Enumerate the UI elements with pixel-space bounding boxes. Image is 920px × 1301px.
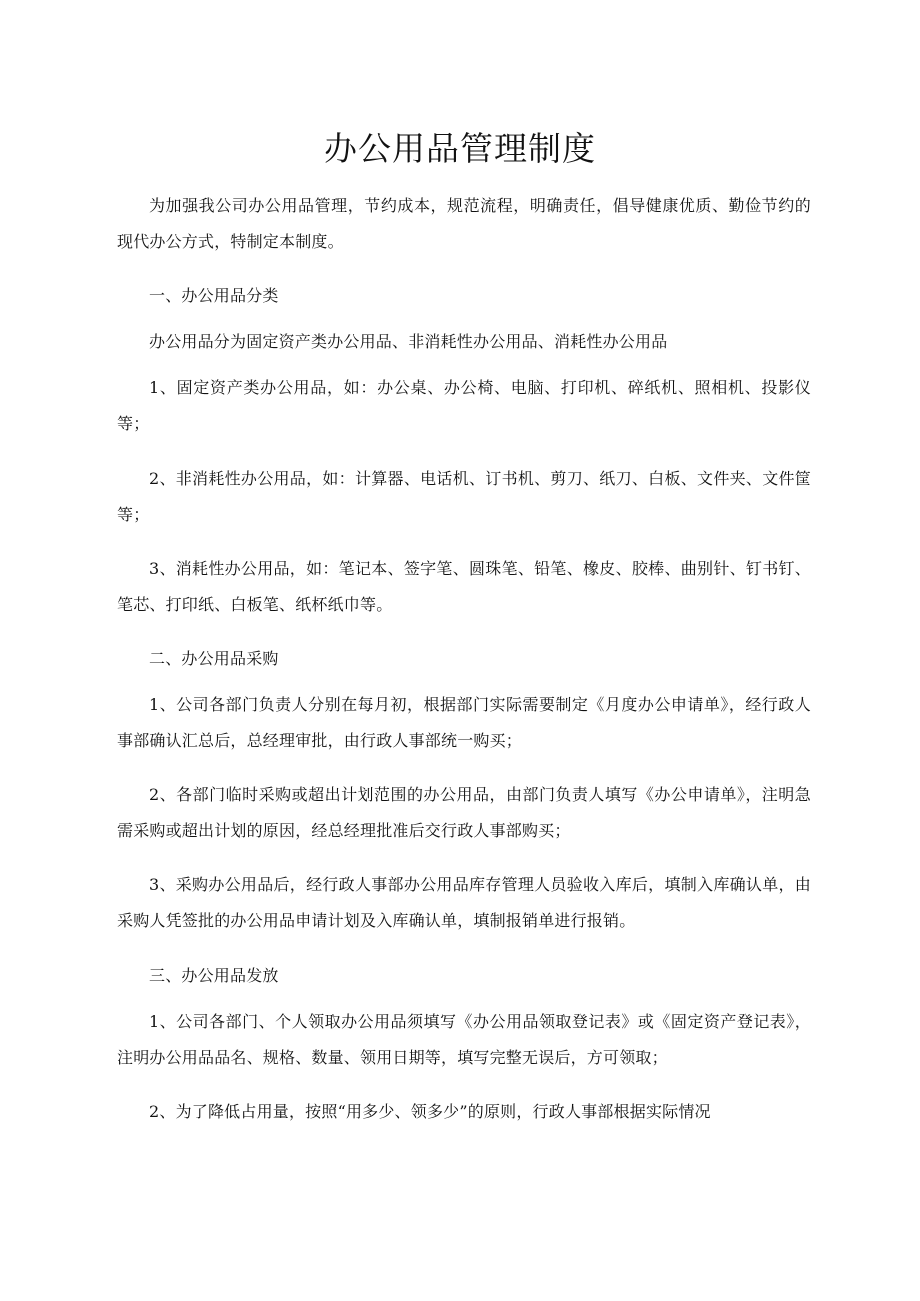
section-heading-classification: 一、办公用品分类 bbox=[149, 286, 279, 305]
section-heading-purchasing: 二、办公用品采购 bbox=[149, 649, 279, 668]
section-heading-distribution: 三、办公用品发放 bbox=[149, 966, 279, 985]
purchasing-item-2: 2、各部门临时采购或超出计划范围的办公用品，由部门负责人填写《办公申请单》，注明急需采购或超出计划的原因，经总经理批准后交行政人事部购买； bbox=[117, 785, 811, 840]
distribution-item-2: 2、为了降低占用量，按照“用多少、领多少”的原则，行政人事部根据实际情况 bbox=[149, 1102, 711, 1121]
intro-paragraph: 为加强我公司办公用品管理，节约成本，规范流程，明确责任，倡导健康优质、勤俭节约的现代办公方式，特制定本制度。 bbox=[117, 196, 811, 251]
purchasing-item-3: 3、采购办公用品后，经行政人事部办公用品库存管理人员验收入库后，填制入库确认单，由采购人凭签批的办公用品申请计划及入库确认单，填制报销单进行报销。 bbox=[117, 875, 811, 930]
classification-item-3: 3、消耗性办公用品，如：笔记本、签字笔、圆珠笔、铅笔、橡皮、胶棒、曲别针、钉书钉、笔芯、打印纸、白板笔、纸杯纸巾等。 bbox=[117, 559, 811, 614]
purchasing-item-1: 1、公司各部门负责人分别在每月初，根据部门实际需要制定《月度办公申请单》，经行政人事部确认汇总后，总经理审批，由行政人事部统一购买； bbox=[117, 695, 811, 750]
classification-item-1: 1、固定资产类办公用品，如：办公桌、办公椅、电脑、打印机、碎纸机、照相机、投影仪等； bbox=[117, 378, 811, 433]
document-title: 办公用品管理制度 bbox=[324, 129, 596, 168]
distribution-item-1: 1、公司各部门、个人领取办公用品须填写《办公用品领取登记表》或《固定资产登记表》，注明办公用品品名、规格、数量、领用日期等，填写完整无误后，方可领取； bbox=[117, 1012, 811, 1067]
classification-item-2: 2、非消耗性办公用品，如：计算器、电话机、订书机、剪刀、纸刀、白板、文件夹、文件筐等； bbox=[117, 469, 811, 524]
classification-summary: 办公用品分为固定资产类办公用品、非消耗性办公用品、消耗性办公用品 bbox=[149, 332, 668, 351]
